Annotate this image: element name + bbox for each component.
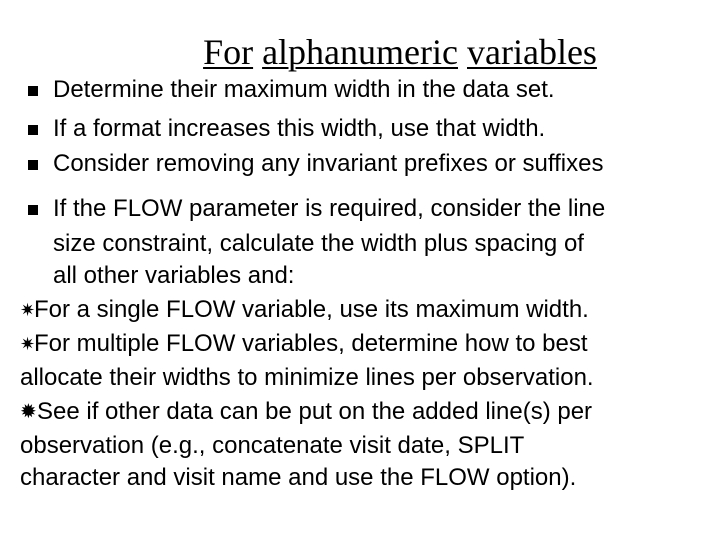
- sub-bullet-text: For a single FLOW variable, use its maximum width.: [34, 296, 589, 323]
- bullet-item: [20, 193, 710, 225]
- square-bullet-icon: [28, 125, 38, 135]
- bullet-item: [20, 113, 710, 145]
- title-word: alphanumeric: [262, 32, 458, 72]
- bullet-continuation: all other variables and:: [53, 262, 295, 289]
- bullet-item: [20, 148, 710, 180]
- bullet-text: Consider removing any invariant prefixes or suffixes: [53, 150, 604, 177]
- title-word: For: [203, 32, 254, 72]
- bullet-text: If a format increases this width, use that width.: [53, 115, 546, 142]
- sub-bullet-text: See if other data can be put on the added line(s) per: [37, 398, 593, 425]
- sub-bullet-item: [20, 294, 589, 326]
- sub-bullet-continuation: character and visit name and use the FLOW option).: [20, 464, 577, 491]
- sub-bullet-item: [20, 396, 592, 428]
- sub-bullet-item: [20, 328, 588, 360]
- asterisk-bullet-icon: ✷: [20, 334, 36, 354]
- bullet-item: [20, 74, 710, 106]
- title-word: variables: [467, 32, 597, 72]
- square-bullet-icon: [28, 160, 38, 170]
- gear-bullet-icon: ✹: [20, 401, 37, 423]
- slide-title: [0, 30, 720, 74]
- asterisk-bullet-icon: ✷: [20, 300, 36, 320]
- sub-bullet-continuation: observation (e.g., concatenate visit date, SPLIT: [20, 432, 525, 459]
- sub-bullet-text: For multiple FLOW variables, determine how to best: [34, 330, 588, 357]
- bullet-text: If the FLOW parameter is required, consider the line: [53, 195, 606, 222]
- bullet-text: Determine their maximum width in the data set.: [53, 76, 555, 103]
- sub-bullet-continuation: allocate their widths to minimize lines per observation.: [20, 364, 594, 391]
- square-bullet-icon: [28, 86, 38, 96]
- bullet-continuation: size constraint, calculate the width plus spacing of: [53, 230, 584, 257]
- square-bullet-icon: [28, 205, 38, 215]
